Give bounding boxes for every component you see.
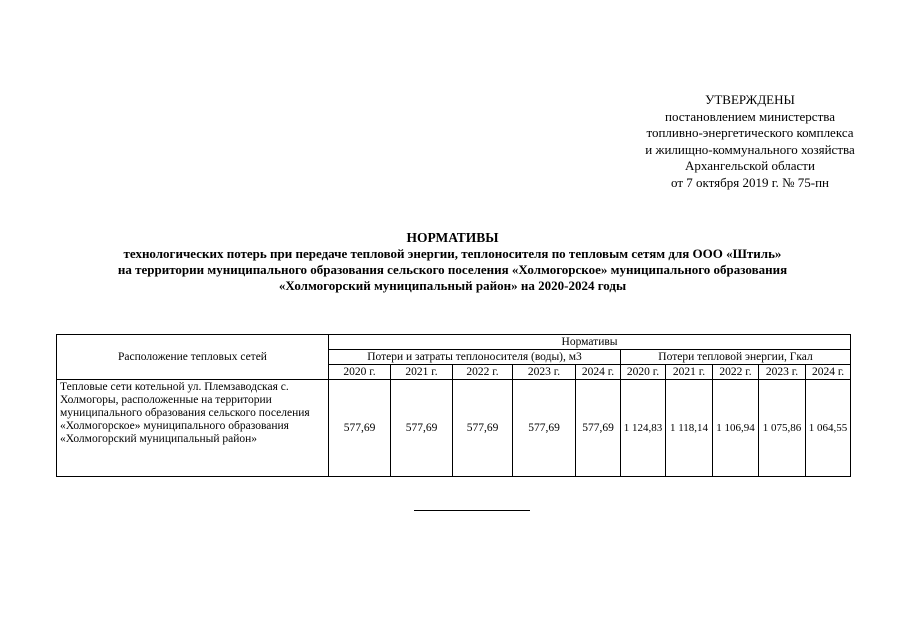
norms-column-header: Нормативы xyxy=(329,335,851,350)
approval-line: постановлением министерства xyxy=(664,108,835,124)
heat-value-cell: 1 064,55 xyxy=(806,380,851,477)
approval-line: и жилищно-коммунального хозяйства xyxy=(645,141,855,157)
page-title: НОРМАТИВЫ xyxy=(406,230,499,245)
approval-stamp xyxy=(600,92,900,191)
year-header: 2022 г. xyxy=(713,365,759,380)
heat-value-cell: 1 075,86 xyxy=(759,380,806,477)
heat-losses-header: Потери тепловой энергии, Гкал xyxy=(621,350,851,365)
year-header: 2021 г. xyxy=(666,365,713,380)
year-header: 2023 г. xyxy=(759,365,806,380)
water-value-cell: 577,69 xyxy=(329,380,391,477)
title-line: «Холмогорский муниципальный район» на 2020-2024 годы xyxy=(278,278,627,293)
title-line: на территории муниципального образования сельского поселения «Холмогорское» муниципального образования xyxy=(117,262,788,277)
year-header: 2023 г. xyxy=(513,365,576,380)
norms-table xyxy=(56,334,851,477)
year-header: 2020 г. xyxy=(329,365,391,380)
year-header: 2024 г. xyxy=(806,365,851,380)
location-cell: Тепловые сети котельной ул. Племзаводская с. Холмогоры, расположенные на территории муниципального образования сельского поселения «Холмогорское» муниципального образования «Холмогорский муниципальный район» xyxy=(57,380,329,477)
heat-value-cell: 1 118,14 xyxy=(666,380,713,477)
approval-line: от 7 октября 2019 г. № 75-пн xyxy=(671,174,829,190)
water-value-cell: 577,69 xyxy=(391,380,453,477)
water-value-cell: 577,69 xyxy=(513,380,576,477)
document-title xyxy=(20,230,885,294)
heat-value-cell: 1 124,83 xyxy=(621,380,666,477)
approval-line: Архангельской области xyxy=(685,158,815,173)
approval-line: УТВЕРЖДЕНЫ xyxy=(705,92,795,107)
year-header: 2021 г. xyxy=(391,365,453,380)
water-value-cell: 577,69 xyxy=(576,380,621,477)
title-line: технологических потерь при передаче тепловой энергии, теплоносителя по тепловым сетям для ООО «Штиль» xyxy=(123,246,782,261)
table-row xyxy=(57,380,851,477)
water-losses-header: Потери и затраты теплоносителя (воды), м3 xyxy=(329,350,621,365)
approval-line: топливно-энергетического комплекса xyxy=(646,125,854,140)
year-header: 2022 г. xyxy=(453,365,513,380)
year-header: 2020 г. xyxy=(621,365,666,380)
heat-value-cell: 1 106,94 xyxy=(713,380,759,477)
water-value-cell: 577,69 xyxy=(453,380,513,477)
end-divider xyxy=(414,510,530,511)
year-header: 2024 г. xyxy=(576,365,621,380)
location-column-header: Расположение тепловых сетей xyxy=(57,335,329,380)
